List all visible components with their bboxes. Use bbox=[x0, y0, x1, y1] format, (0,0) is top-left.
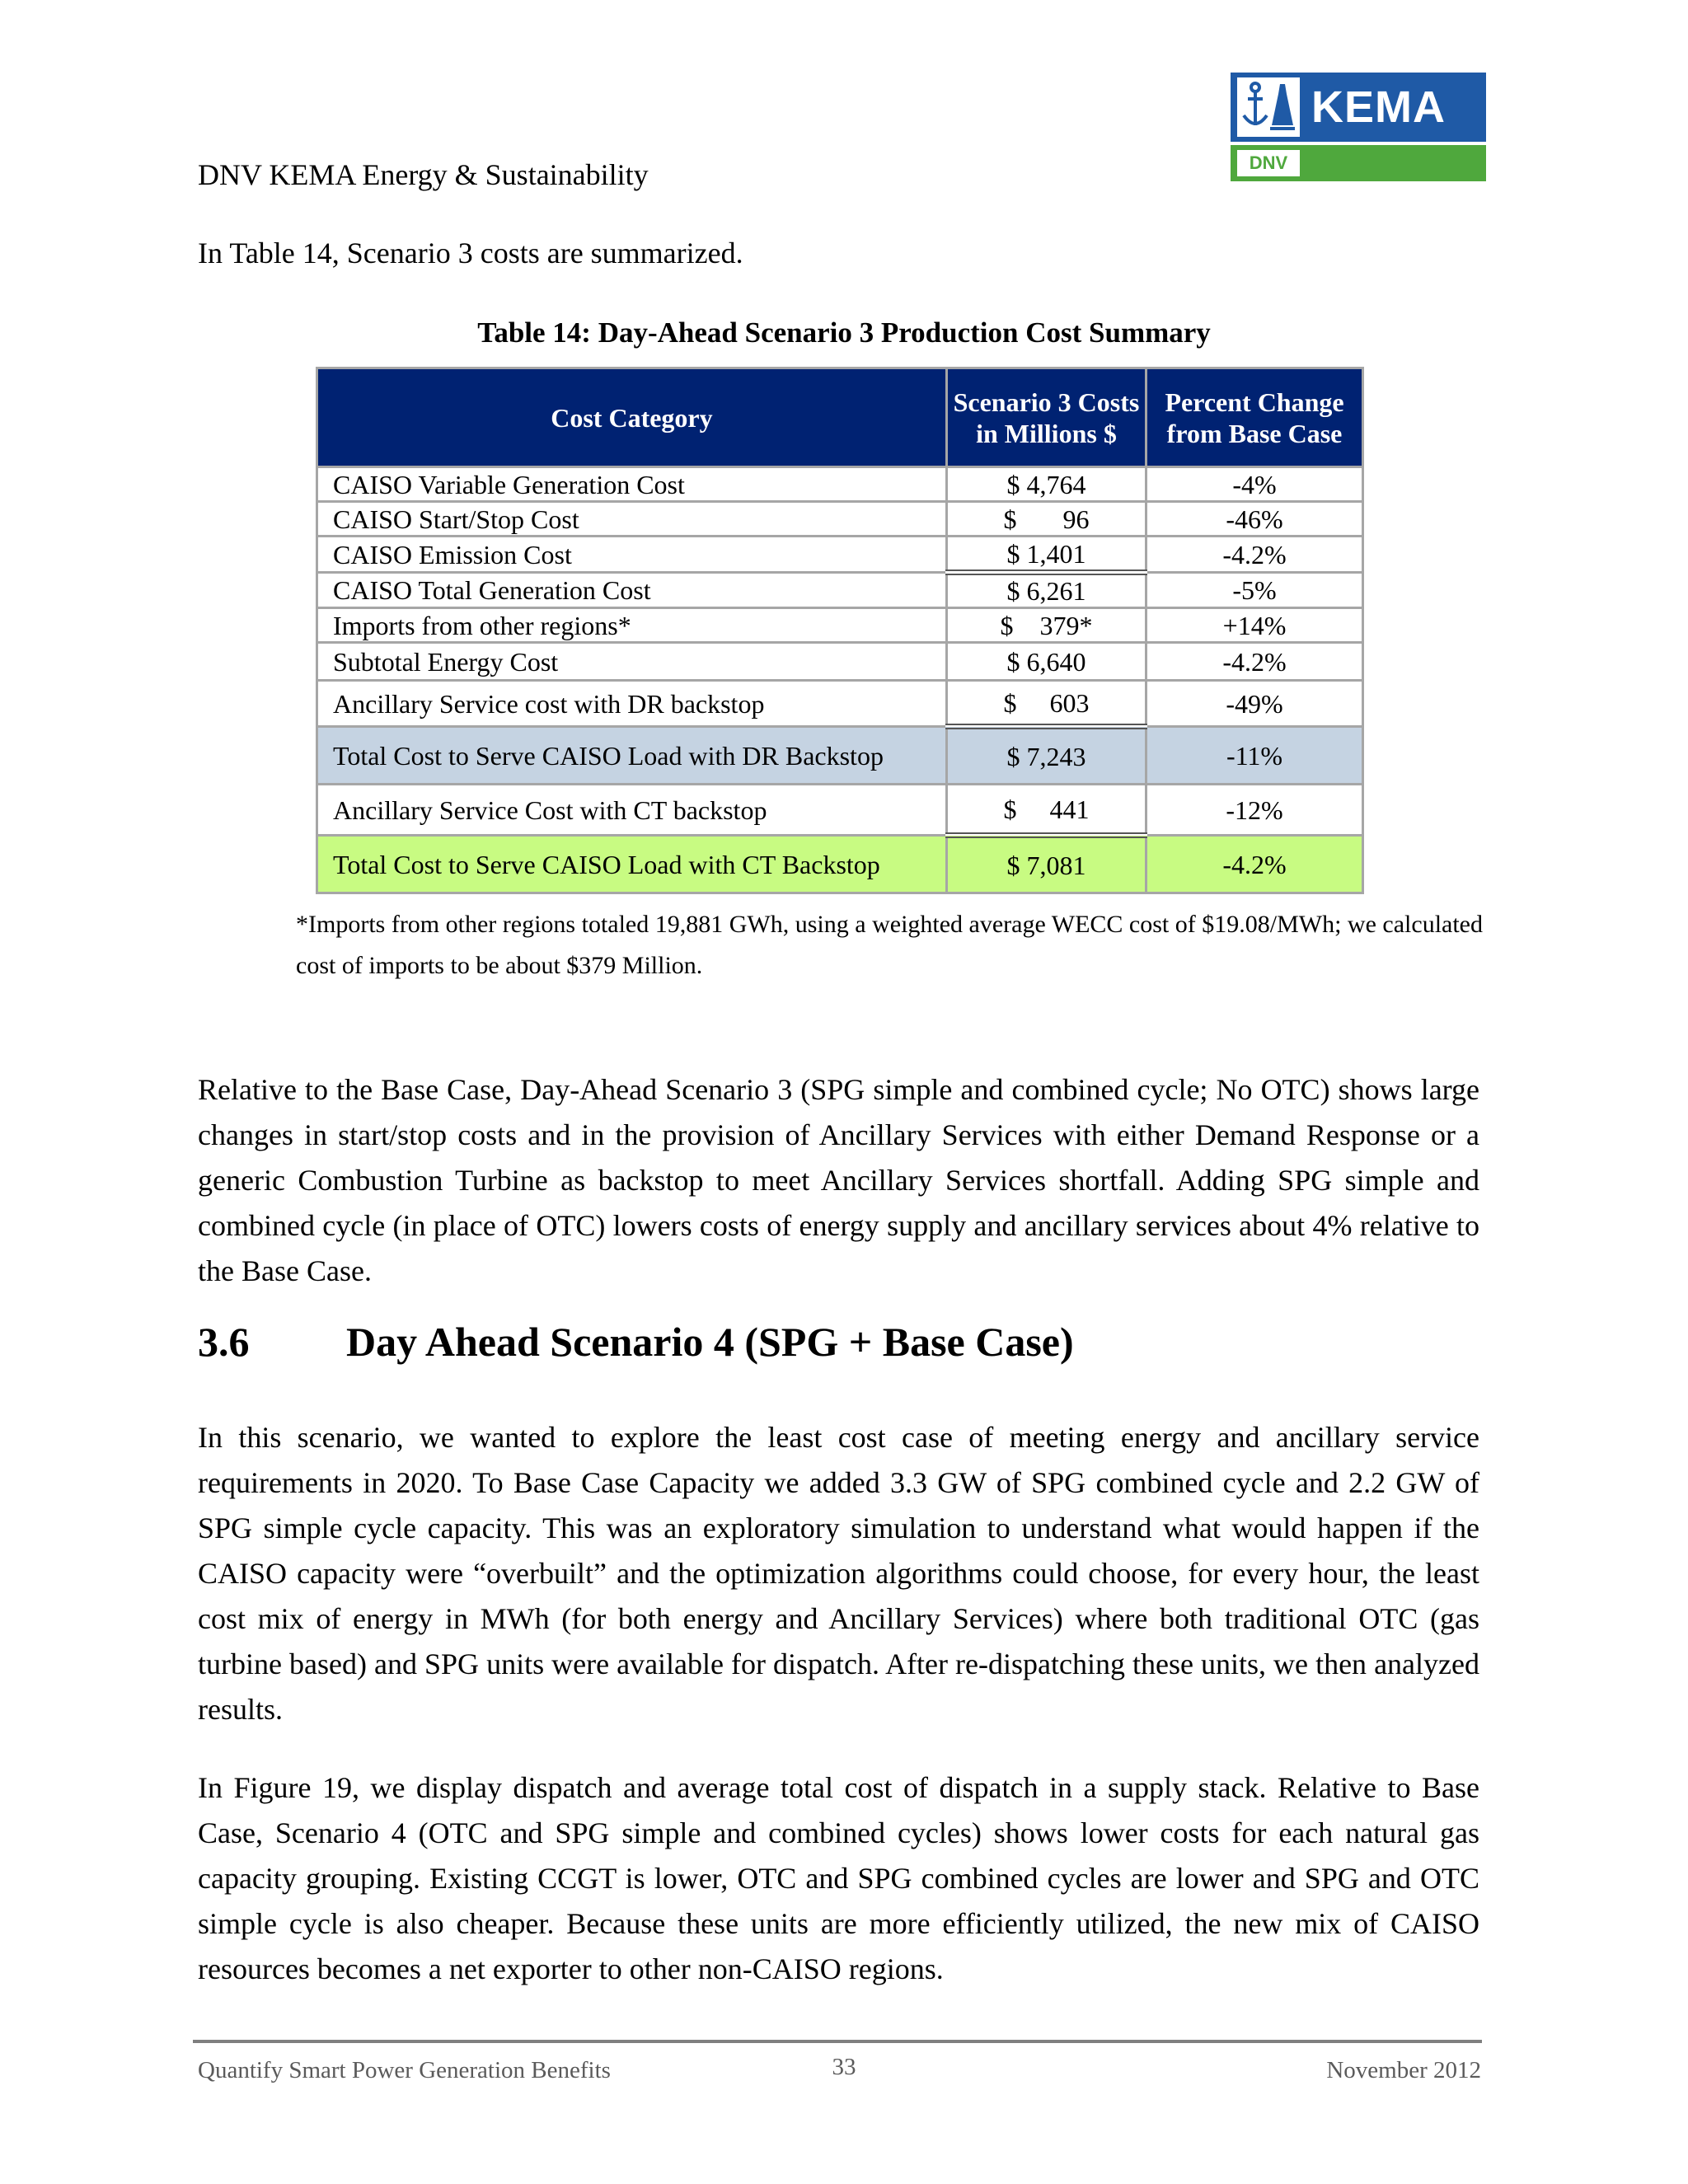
table-row bbox=[317, 502, 1363, 537]
table-footnote: *Imports from other regions totaled 19,881 GWh, using a weighted average WECC cost of $19.08/MWh; we calculated cost of imports to be about $379 Million. bbox=[296, 911, 1483, 979]
row-category: CAISO Total Generation Cost bbox=[317, 573, 947, 608]
header-cost-category: Cost Category bbox=[317, 368, 947, 467]
row-value: $ 379* bbox=[946, 608, 1146, 643]
footer-document-title: Quantify Smart Power Generation Benefits bbox=[198, 2057, 611, 2083]
page-number: 33 bbox=[832, 2054, 856, 2080]
row-percent: -12% bbox=[1146, 785, 1363, 836]
row-value: $ 7,243 bbox=[946, 727, 1146, 785]
table-row bbox=[317, 643, 1363, 681]
kema-logo bbox=[1231, 73, 1486, 181]
row-percent: -49% bbox=[1146, 681, 1363, 727]
row-category: Subtotal Energy Cost bbox=[317, 643, 947, 681]
section-number: 3.6 bbox=[198, 1319, 250, 1365]
table-row bbox=[317, 681, 1363, 727]
table-header-row bbox=[317, 368, 1363, 467]
row-value: $ 603 bbox=[946, 681, 1146, 727]
row-value: $ 441 bbox=[946, 785, 1146, 836]
section-title: Day Ahead Scenario 4 (SPG + Base Case) bbox=[346, 1319, 1074, 1365]
paragraph-figure-19: In Figure 19, we display dispatch and average total cost of dispatch in a supply stack. Relative to Base Case, Scenario 4 (OTC and SPG simple and combined cycles) shows lower costs for each natural gas capacity grouping. Existing CCGT is lower, OTC and SPG combined cycles are lower and SPG and OTC simple cycle is also cheaper. Because these units are more efficiently utilized, the new mix of CAISO resources becomes a net exporter to other non-CAISO regions. bbox=[198, 1771, 1479, 1985]
organization-name: DNV KEMA Energy & Sustainability bbox=[198, 158, 649, 191]
row-percent: -4.2% bbox=[1146, 537, 1363, 573]
row-value: $ 1,401 bbox=[946, 537, 1146, 573]
row-category: Total Cost to Serve CAISO Load with CT Backstop bbox=[317, 836, 947, 893]
section-heading bbox=[198, 1317, 1074, 1366]
table-row bbox=[317, 608, 1363, 643]
logo-anchor-icon bbox=[1237, 77, 1300, 137]
logo-dnv-text: DNV bbox=[1249, 152, 1288, 173]
table-row-dr-total bbox=[317, 727, 1363, 785]
row-percent: -5% bbox=[1146, 573, 1363, 608]
row-value: $ 96 bbox=[946, 502, 1146, 537]
row-percent: -11% bbox=[1146, 727, 1363, 785]
intro-text: In Table 14, Scenario 3 costs are summarized. bbox=[198, 237, 743, 269]
footer-date: November 2012 bbox=[1326, 2057, 1481, 2083]
row-category: Total Cost to Serve CAISO Load with DR Backstop bbox=[317, 727, 947, 785]
row-category: Ancillary Service cost with DR backstop bbox=[317, 681, 947, 727]
row-value: $ 6,261 bbox=[946, 573, 1146, 608]
footer-divider bbox=[193, 2040, 1482, 2043]
table-row-ct-total bbox=[317, 836, 1363, 893]
row-percent: -46% bbox=[1146, 502, 1363, 537]
row-category: Imports from other regions* bbox=[317, 608, 947, 643]
row-percent: +14% bbox=[1146, 608, 1363, 643]
table-row bbox=[317, 467, 1363, 502]
row-percent: -4.2% bbox=[1146, 643, 1363, 681]
row-percent: -4.2% bbox=[1146, 836, 1363, 893]
header-percent-change: Percent Change from Base Case bbox=[1146, 368, 1363, 467]
row-category: CAISO Variable Generation Cost bbox=[317, 467, 947, 502]
logo-wordmark: KEMA bbox=[1311, 82, 1446, 132]
row-category: Ancillary Service Cost with CT backstop bbox=[317, 785, 947, 836]
header-scenario-costs: Scenario 3 Costs in Millions $ bbox=[946, 368, 1146, 467]
row-category: CAISO Emission Cost bbox=[317, 537, 947, 573]
paragraph-scenario-3-summary: Relative to the Base Case, Day-Ahead Scenario 3 (SPG simple and combined cycle; No OTC) shows large changes in start/stop costs and in the provision of Ancillary Services with either Demand Response or a generic Combustion Turbine as backstop to meet Ancillary Services shortfall. Adding SPG simple and combined cycle (in place of OTC) lowers costs of energy supply and ancillary services about 4% relative to the Base Case. bbox=[198, 1073, 1479, 1287]
table-row bbox=[317, 537, 1363, 573]
paragraph-scenario-4-intro: In this scenario, we wanted to explore the least cost case of meeting energy and ancillary service requirements in 2020. To Base Case Capacity we added 3.3 GW of SPG combined cycle and 2.2 GW of SPG simple cycle capacity. This was an exploratory simulation to understand what would happen if the CAISO capacity were “overbuilt” and the optimization algorithms could choose, for every hour, the least cost mix of energy in MWh (for both energy and Ancillary Services) where both traditional OTC (gas turbine based) and SPG units were available for dispatch. After re-dispatching these units, we then analyzed results. bbox=[198, 1421, 1479, 1726]
row-value: $ 6,640 bbox=[946, 643, 1146, 681]
row-category: CAISO Start/Stop Cost bbox=[317, 502, 947, 537]
table-title: Table 14: Day-Ahead Scenario 3 Production Cost Summary bbox=[477, 316, 1211, 349]
table-row bbox=[317, 785, 1363, 836]
row-percent: -4% bbox=[1146, 467, 1363, 502]
row-value: $ 4,764 bbox=[946, 467, 1146, 502]
table-row bbox=[317, 573, 1363, 608]
cost-summary-table bbox=[316, 367, 1364, 894]
row-value: $ 7,081 bbox=[946, 836, 1146, 893]
